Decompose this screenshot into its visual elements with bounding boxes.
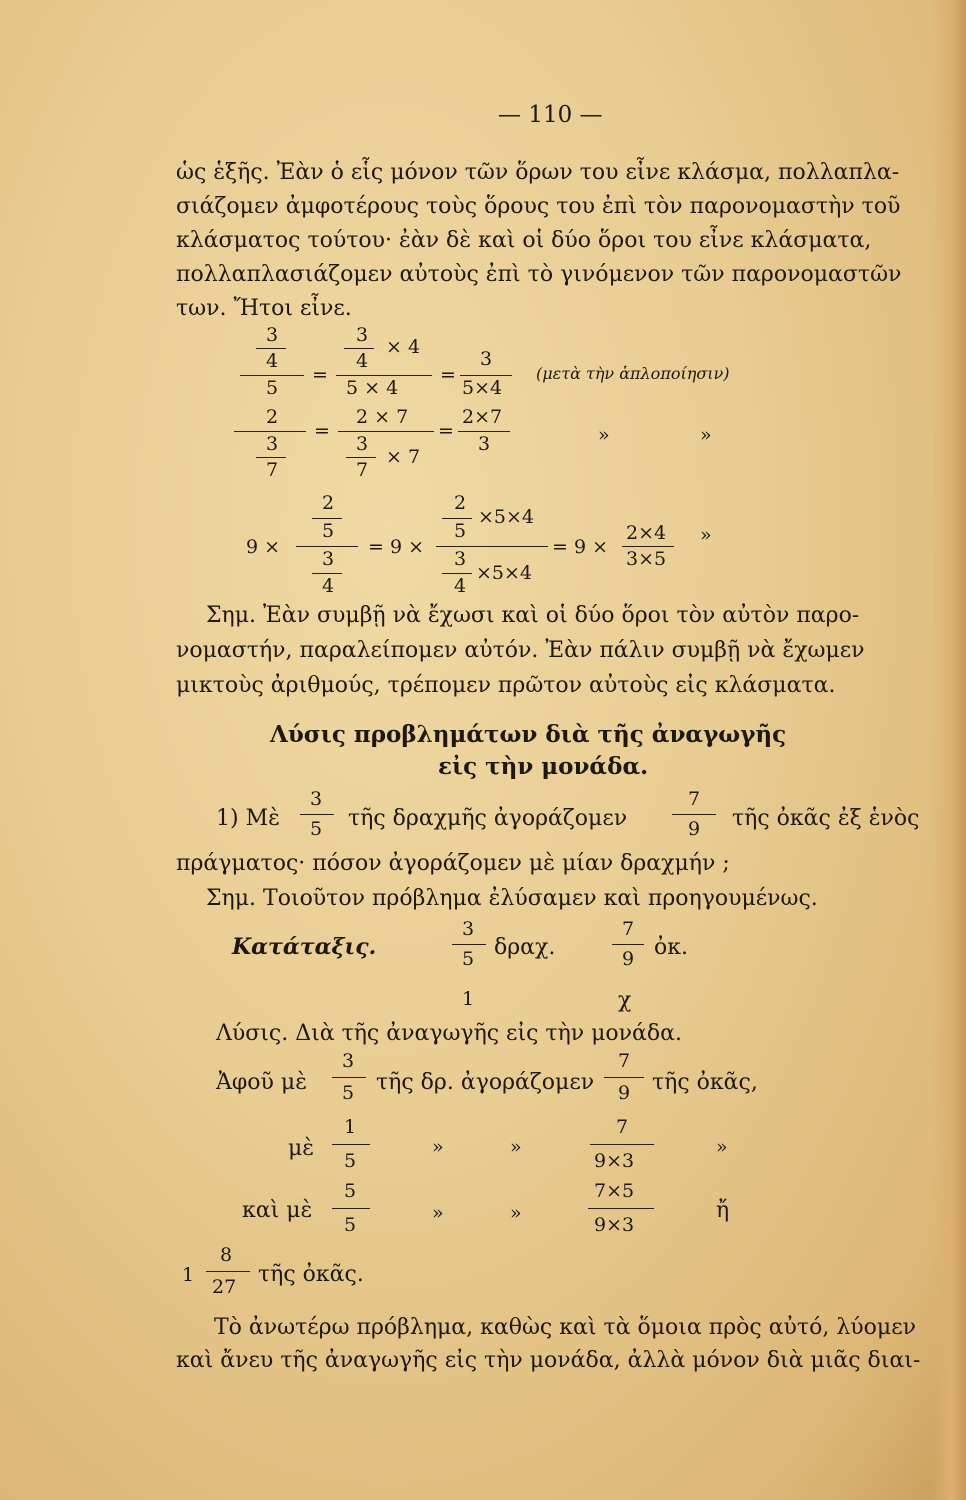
- multiplier: ×5×4: [478, 506, 535, 528]
- fraction-bar: [256, 457, 286, 458]
- numeral: 4: [454, 575, 467, 597]
- section-title: Λύσις προβλημάτων διὰ τῆς ἀναγωγῆς: [270, 721, 787, 748]
- paragraph-line: ὡς ἑξῆς. Ἐὰν ὁ εἷς μόνον τῶν ὅρων του εἶνε κλάσμα, πολλαπλα-: [176, 160, 900, 185]
- numeral: 3: [478, 433, 491, 455]
- fraction-bar: [672, 814, 716, 815]
- text: ἤ: [716, 1198, 730, 1223]
- note-line: νομαστήν, παραλείπομεν αὐτόν. Ἐὰν πάλιν συμβῇ νὰ ἔχωμεν: [176, 638, 865, 663]
- note-line: μικτοὺς ἀριθμούς, τρέπομεν πρῶτον αὐτοὺς εἰς κλάσματα.: [176, 673, 836, 698]
- numeral: 3: [342, 1050, 355, 1072]
- numeral: 7: [266, 459, 279, 481]
- numeral: 9: [618, 1082, 631, 1104]
- numeral: 5: [462, 948, 475, 970]
- numeral: = 9 ×: [368, 536, 425, 558]
- numeral: 5: [344, 1150, 357, 1172]
- numeral: 2: [266, 406, 279, 428]
- unknown-variable: χ: [618, 988, 632, 1013]
- numeral: 3×5: [626, 548, 667, 570]
- ditto-mark: »: [432, 1136, 444, 1158]
- numeral: 5: [344, 1180, 357, 1202]
- fraction-bar: [442, 573, 472, 574]
- numeral: 4: [356, 350, 369, 372]
- numeral: 3: [356, 433, 369, 455]
- fraction-bar: [346, 457, 376, 458]
- fraction-bar: [300, 814, 334, 815]
- multiplier: ×5×4: [476, 562, 533, 584]
- fraction-bar: [622, 546, 674, 547]
- numeral: 2×7: [462, 406, 503, 428]
- ditto-mark: »: [716, 1136, 728, 1158]
- paragraph-line: κλάσματος τούτου· ἐὰν δὲ καὶ οἱ δύο ὅροι του εἶνε κλάσματα,: [176, 228, 872, 253]
- numeral: 5: [322, 520, 335, 542]
- numeral: 4: [266, 350, 279, 372]
- numeral: 2: [454, 492, 467, 514]
- numeral: 9: [688, 818, 701, 840]
- fraction-bar-main: [336, 375, 432, 376]
- fraction-bar: [332, 1144, 370, 1145]
- fraction-bar: [452, 944, 486, 945]
- fraction-bar: [206, 1271, 250, 1272]
- numeral: 1: [182, 1264, 195, 1286]
- problem-label: 1) Μὲ: [216, 806, 280, 831]
- arrangement-label: Κατάταξις.: [232, 934, 377, 960]
- numeral: 5: [266, 377, 279, 399]
- fraction-bar: [256, 348, 286, 349]
- fraction-bar: [588, 1208, 654, 1209]
- numeral: 5: [454, 520, 467, 542]
- equals-sign: =: [312, 364, 328, 386]
- numeral: 3: [356, 324, 369, 346]
- fraction-bar: [590, 1144, 654, 1145]
- numeral: 8: [220, 1244, 233, 1266]
- fraction-bar: [312, 518, 342, 519]
- paragraph-line: σιάζομεν ἀμφοτέρους τοὺς ὅρους του ἐπὶ τὸν παρονομαστὴν τοῦ: [176, 194, 901, 219]
- ditto-mark: »: [598, 424, 610, 446]
- numeral: 3: [462, 918, 475, 940]
- numeral: 5 × 4: [346, 377, 399, 399]
- numeral: 2: [322, 492, 335, 514]
- numeral: 3: [480, 348, 493, 370]
- numeral: 2 × 7: [356, 406, 409, 428]
- numeral: 9×3: [594, 1150, 635, 1172]
- fraction-bar: [332, 1077, 366, 1078]
- ditto-mark: »: [510, 1202, 522, 1224]
- fraction-bar: [612, 944, 644, 945]
- text: τῆς δρ. ἀγοράζομεν: [376, 1070, 595, 1095]
- numeral: 3: [266, 324, 279, 346]
- numeral: 3: [454, 548, 467, 570]
- numeral: 5×4: [462, 377, 503, 399]
- fraction-bar-main: [240, 375, 304, 376]
- text: Ἀφοῦ μὲ: [216, 1070, 308, 1095]
- numeral: 27: [212, 1276, 237, 1298]
- numeral: 7: [618, 1050, 631, 1072]
- numeral: 7: [356, 459, 369, 481]
- simplification-note: (μετὰ τὴν ἁπλοποίησιν): [536, 364, 730, 383]
- numeral: 7: [622, 918, 635, 940]
- fraction-bar-main: [338, 431, 434, 432]
- paragraph-line: πολλαπλασιάζομεν αὐτοὺς ἐπὶ τὸ γινόμενον τῶν παρονομαστῶν: [176, 262, 902, 287]
- numeral: 5: [344, 1214, 357, 1236]
- multiplier: × 4: [386, 336, 421, 358]
- page-number: — 110 —: [498, 102, 603, 128]
- fraction-bar-main: [436, 546, 548, 547]
- equals-sign: =: [440, 364, 456, 386]
- unit: δραχ.: [494, 935, 556, 960]
- fraction-bar: [442, 518, 472, 519]
- numeral: = 9 ×: [552, 536, 609, 558]
- ditto-mark: »: [432, 1202, 444, 1224]
- solution-title: Λύσις. Διὰ τῆς ἀναγωγῆς εἰς τὴν μονάδα.: [216, 1021, 682, 1046]
- paragraph-line: των. Ἤτοι εἶνε.: [176, 296, 352, 321]
- numeral: 9 ×: [246, 536, 281, 558]
- numeral: 9: [622, 948, 635, 970]
- text: τῆς ὀκᾶς ἐξ ἑνὸς: [732, 806, 920, 831]
- ditto-mark: »: [700, 424, 712, 446]
- section-title-line2: εἰς τὴν μονάδα.: [438, 753, 649, 780]
- fraction-bar: [332, 1208, 370, 1209]
- numeral: 9×3: [594, 1214, 635, 1236]
- note-2: Σημ. Τοιοῦτον πρόβλημα ἐλύσαμεν καὶ προηγουμένως.: [206, 886, 818, 911]
- numeral: 2×4: [626, 522, 667, 544]
- text: τῆς ὀκᾶς,: [652, 1070, 758, 1095]
- multiplier: × 7: [386, 446, 421, 468]
- fraction-bar: [344, 348, 374, 349]
- text: τῆς ὀκᾶς.: [258, 1262, 364, 1287]
- ditto-mark: »: [700, 524, 712, 546]
- note-line: Σημ. Ἐὰν συμβῇ νὰ ἔχωσι καὶ οἱ δύο ὅροι τὸν αὐτὸν παρο-: [206, 603, 860, 628]
- numeral: 5: [342, 1082, 355, 1104]
- numeral: 3: [322, 548, 335, 570]
- text: μὲ: [288, 1136, 315, 1161]
- paragraph-line: καὶ ἄνευ τῆς ἀναγωγῆς εἰς τὴν μονάδα, ἀλλὰ μόνον διὰ μιᾶς διαι-: [176, 1348, 921, 1373]
- ditto-mark: »: [510, 1136, 522, 1158]
- paragraph-line: Τὸ ἀνωτέρω πρόβλημα, καθὼς καὶ τὰ ὅμοια πρὸς αὐτό, λύομεν: [214, 1315, 916, 1340]
- numeral: 3: [310, 788, 323, 810]
- equals-sign: =: [314, 420, 330, 442]
- numeral: 7: [688, 788, 701, 810]
- numeral: 3: [266, 433, 279, 455]
- unit: ὀκ.: [654, 935, 688, 960]
- numeral: 1: [344, 1116, 357, 1138]
- text: τῆς δραχμῆς ἀγοράζομεν: [348, 806, 628, 831]
- numeral: 7: [616, 1116, 629, 1138]
- numeral: 1: [462, 988, 475, 1010]
- text: πράγματος· πόσον ἀγοράζομεν μὲ μίαν δραχμήν ;: [176, 851, 730, 876]
- page-edge-shadow: [932, 0, 966, 1500]
- fraction-bar-main: [296, 546, 358, 547]
- equals-sign: =: [438, 420, 454, 442]
- numeral: 4: [322, 575, 335, 597]
- numeral: 7×5: [594, 1180, 635, 1202]
- fraction-bar: [458, 431, 510, 432]
- fraction-bar: [312, 573, 342, 574]
- text: καὶ μὲ: [242, 1198, 313, 1223]
- fraction-bar: [604, 1077, 644, 1078]
- fraction-bar: [460, 375, 512, 376]
- numeral: 5: [310, 818, 323, 840]
- fraction-bar-main: [234, 431, 306, 432]
